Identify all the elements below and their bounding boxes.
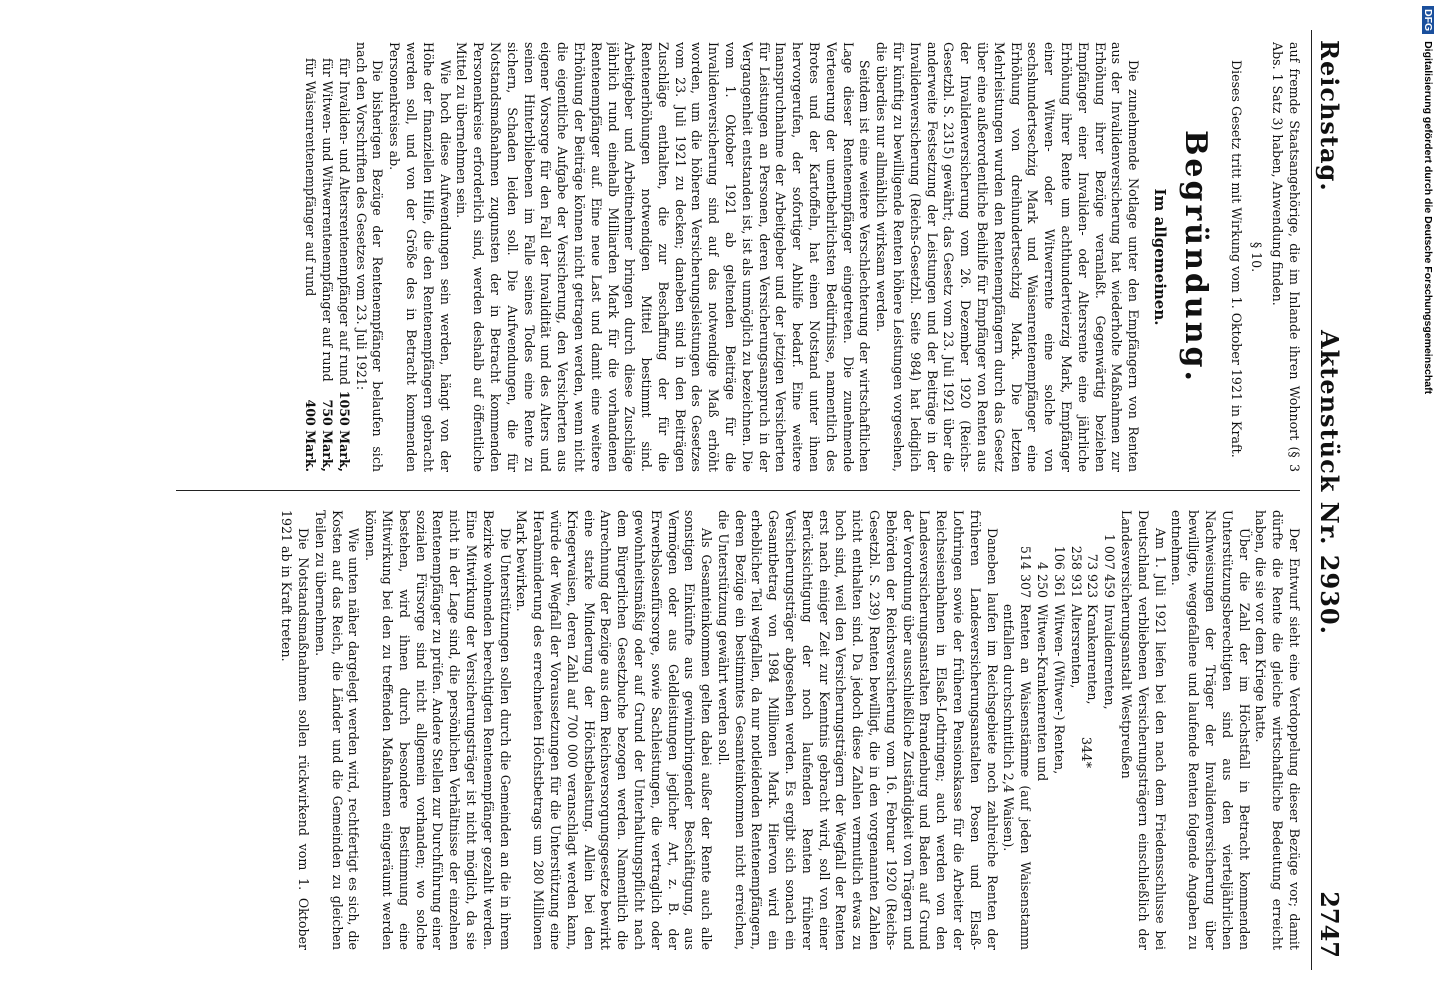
statistic-label: Invalidenrenten, (1102, 604, 1118, 710)
amount-label: für Invaliden- und Altersrentenempfänger auf rund (336, 58, 352, 385)
dfg-logo: DFG (1422, 6, 1434, 34)
amount-row (335, 58, 352, 472)
statistic-count: 258 931 (1068, 545, 1084, 598)
left-paragraph-2: Dieses Gesetz tritt mit Wirkung vom 1. Oktober 1921 in Kraft. (1228, 60, 1244, 458)
header-page-number: 2747 (1315, 891, 1344, 958)
statistic-count: 514 307 (1018, 545, 1034, 598)
section-subtitle: Im allgemeinen. (1151, 188, 1170, 326)
page-header (1311, 30, 1348, 970)
statistic-label: Witwen- (Witwer-) Renten, (1051, 604, 1067, 775)
left-paragraph-6: Die bisherigen Bezüge der Rentenempfänger belaufen sich nach den Vorschriften des Gesetzes vom 23. Juli 1921: (353, 42, 386, 472)
statistic-row (1033, 518, 1050, 950)
right-paragraph-3: Am 1. Juli 1921 liefen bei den nach dem Friedensschlusse bei Deutschland verbliebenen Versicherungsträgern einschließlich der Landesversicherungsanstalt Westpreußen (1119, 510, 1168, 950)
digitization-credit-text: Digitalisierung gefördert durch die Deutsche Forschungsgemeinschaft (1422, 41, 1434, 395)
amount-list (301, 42, 351, 472)
right-paragraph-7: Wie unten näher dargelegt werden wird, rechtfertigt es sich, die Kosten auf das Reich, die Länder und die Gemeinden zu gleichen Teilen zu übernehmen. (312, 510, 362, 950)
statistic-label: Renten an Waisenstämme (auf jeden Waisenstamm entfallen durchschnittlich 2,4 Waisen). (1001, 604, 1034, 950)
amount-value: 1050 Mark, (336, 390, 352, 472)
right-paragraph-2: Über die Zahl der im Höchstfall in Betracht kommenden Unterstützungsberechtigten sind aus den vierteljährlichen Nachweisungen der Träger der Invalidenversicherung über bewilligte, weggefallene und laufende Renten folgende Angaben zu entnehmen. (1169, 510, 1252, 950)
statistic-label: Witwen-Krankenrenten und (1035, 604, 1051, 782)
statistic-row (1000, 518, 1034, 950)
header-chamber: Reichstag. (1315, 40, 1344, 192)
left-column (0, 42, 1302, 472)
statistic-count: 4 250 (1035, 561, 1051, 598)
left-paragraph-4: Seitdem ist eine weitere Verschlechterung der wirtschaftlichen Lage dieser Rentenempfänger eingetreten. Die zunehmende Verteuerung der unentbehrlichsten Bedürfnisse, namentlich des Brotes und der Kartoffeln, hat einen Notstand unter ihnen hervorgerufen, der sofortiger Abhilfe bedarf. Eine weitere Inanspruchnahme der Arbeitgeber und der jetzigen Versicherten für Leistungen an Personen, deren Versicherungsanspruch in der Vergangenheit entstanden ist, ist als unmöglich zu bezeichnen. Die vom 1. Oktober 1921 ab geltenden Beiträge für die Invalidenversicherung sind auf das notwendige Maß erhöht worden, um die höheren Versicherungsleistungen des Gesetzes vom 23. Juli 1921 zu decken; daneben sind in den Beiträgen Zuschläge enthalten, die zur Beschaffung der für die Rentenerhöhungen notwendigen Mittel bestimmt sind. Arbeitgeber und Arbeitnehmer bringen durch diese Zuschläge jährlich rund einehalb Milliarden Mark für die vorhandenen Rentenempfänger auf. Eine neue Last und damit eine weitere Erhöhung der Beiträge können nicht getragen werden, wenn nicht die eigentliche Aufgabe der Versicherung, den Versicherten aus eigener Vorsorge für den Fall der Invalidität und des Alters und seinen Hinterbliebenen im Falle seines Todes eine Rente zu sichern, Schaden leiden soll. Die Aufwendungen, die für Notstandsmaßnahmen zugunsten der in Betracht kommenden Personenkreise erforderlich sind, werden deshalb auf öffentliche Mittel zu übernehmen sein. (454, 42, 873, 472)
amount-value: 400 Mark. (303, 399, 319, 472)
signature-mark: 344* (1078, 736, 1094, 769)
amount-value: 750 Mark, (319, 399, 335, 472)
right-paragraph-8: Die Notstandsmaßnahmen sollen rückwirkend vom 1. Oktober 1921 ab in Kraft treten. (279, 510, 311, 950)
header-document-number: Aktenstück Nr. 2930. (1315, 330, 1344, 635)
column-divider (176, 490, 1300, 491)
statistic-label: Altersrenten, (1068, 604, 1084, 689)
statistic-row (1100, 518, 1117, 950)
amount-label: für Witwen- und Witwerrentenempfänger auf rund (319, 58, 335, 382)
statistic-row (1050, 518, 1067, 950)
section-heading: § 10. (1249, 241, 1265, 273)
pension-statistics (1000, 510, 1118, 950)
statistic-row (1084, 518, 1101, 950)
left-paragraph-5: Wie hoch diese Aufwendungen sein werden, hängt von der Höhe der finanziellen Hilfe, die den Rentenempfängern gebracht werden soll, und von der Größe des in Betracht kommenden Personenkreises ab. (387, 42, 453, 472)
right-column (0, 510, 1302, 950)
amount-row (301, 58, 318, 472)
statistic-label: Krankenrenten, (1085, 604, 1101, 705)
statistic-row (1067, 518, 1084, 950)
statistic-count: 106 361 (1051, 545, 1067, 598)
right-paragraph-1: Der Entwurf sieht eine Verdoppelung dieser Bezüge vor; damit dürfte die Rente die gleiche wirtschaftliche Bedeutung erreicht haben, die sie vor dem Kriege hatte. (1253, 510, 1302, 950)
left-paragraph-3: Die zunehmende Notlage unter den Empfängern von Renten aus der Invalidenversicherung hat wiederholte Maßnahmen zur Erhöhung ihrer Bezüge veranlaßt. Gegenwärtig beziehen Empfänger einer Invaliden- oder Altersrente eine jährliche Erhöhung ihrer Rente um achthundertvierzig Mark, Empfänger einer Witwen- oder Witwerrente eine solche von sechshundertsechzig Mark und Waisenrentenempfänger eine Erhöhung von dreihundertsechzig Mark. Die letzten Mehrleistungen wurden den Rentenempfängern durch das Gesetz über eine außerordentliche Beihilfe für Empfänger von Renten aus der Invalidenversicherung vom 26. Dezember 1920 (Reichs-Gesetzbl. S. 2315) gewährt; das Gesetz vom 23. Juli 1921 über die anderweite Festsetzung der Leistungen und der Beiträge in der Invalidenversicherung (Reichs-Gesetzbl. Seite 984) hat lediglich für künftig zu bewilligende Renten höhere Leistungen vorgesehen, die überdies nur allmählich wirksam werden. (874, 42, 1142, 472)
left-paragraph-1: auf fremde Staatsangehörige, die im Inlande ihren Wohnort (§ 3 Abs. 1 Satz 3) haben, Anwendung finden. (1270, 42, 1302, 472)
page-title: Begründung. (1177, 130, 1213, 384)
statistic-count: 1 007 459 (1102, 533, 1118, 598)
right-paragraph-6: Die Unterstützungen sollen durch die Gemeinden an die in ihrem Bezirke wohnenden berechtigten Rentenempfänger gezahlt werden. Eine Mitwirkung der Versicherungsträger ist nicht möglich, da sie nicht in der Lage sind, die persönlichen Verhältnisse der einzelnen Rentenempfänger zu prüfen. Andere Stellen zur Durchführung einer sozialen Fürsorge sind nicht allgemein vorhanden; wo solche bestehen, wird ihnen durch besondere Bestimmung eine Mitwirkung bei den zu treffenden Maßnahmen eingeräumt werden können. (363, 510, 513, 950)
amount-label: für Waisenrentenempfänger auf rund (303, 58, 319, 297)
digitization-credit (1422, 6, 1434, 996)
amount-row (318, 58, 335, 472)
statistic-count: 73 923 (1085, 553, 1101, 598)
right-paragraph-4: Daneben laufen im Reichsgebiete noch zahlreiche Renten der früheren Landesversicherungsanstalten Posen und Elsaß-Lothringen sowie der früheren Pensionskasse für die Arbeiter der Reichseisenbahnen in Elsaß-Lothringen; auch werden von den Landesversicherungsanstalten Brandenburg und Baden auf Grund der Verordnung über ausschließliche Zuständigkeit von Trägern und Behörden der Reichsversicherung vom 16. Februar 1920 (Reichs-Gesetzbl. S. 239) Renten bewilligt, die in den vorgenannten Zahlen nicht enthalten sind. Da jedoch diese Zahlen vermutlich etwas zu hoch sind, weil den Versicherungsträgern der Wegfall der Renten erst nach einiger Zeit zur Kenntnis gebracht wird, soll von einer Berücksichtigung der noch laufenden Renten früherer Versicherungsträger abgesehen werden. Es ergibt sich sonach ein Gesamtbetrag von 1984 Millionen Mark. Hiervon wird ein erheblicher Teil wegfallen, da nur notleidenden Rentenempfängern, deren Bezüge ein bestimmtes Gesamteinkommen nicht erreichen, die Unterstützung gewährt werden soll. (715, 510, 1000, 950)
right-paragraph-5: Als Gesamteinkommen gelten dabei außer der Rente auch alle sonstigen Einkünfte aus gewinnbringender Beschäftigung, aus Vermögen oder aus Geldleistungen jeglicher Art, z. B. der Erwerbslosenfürsorge, sowie Sachleistungen, die vertraglich oder gewohnheitsmäßig oder auf Grund der Unterhaltungspflicht nach dem Bürgerlichen Gesetzbuche bezogen werden. Namentlich die Anrechnung der Bezüge aus dem Reichsversorgungsgesetze bewirkt eine starke Minderung der Höchstbelastung. Allein bei den Kriegerwaisen, deren Zahl auf 700 000 veranschlagt werden kann, würde der Wegfall der Voraussetzungen für die Unterstützung eine Herabminderung des errechneten Höchstbetrags um 280 Millionen Mark bewirken. (514, 510, 715, 950)
